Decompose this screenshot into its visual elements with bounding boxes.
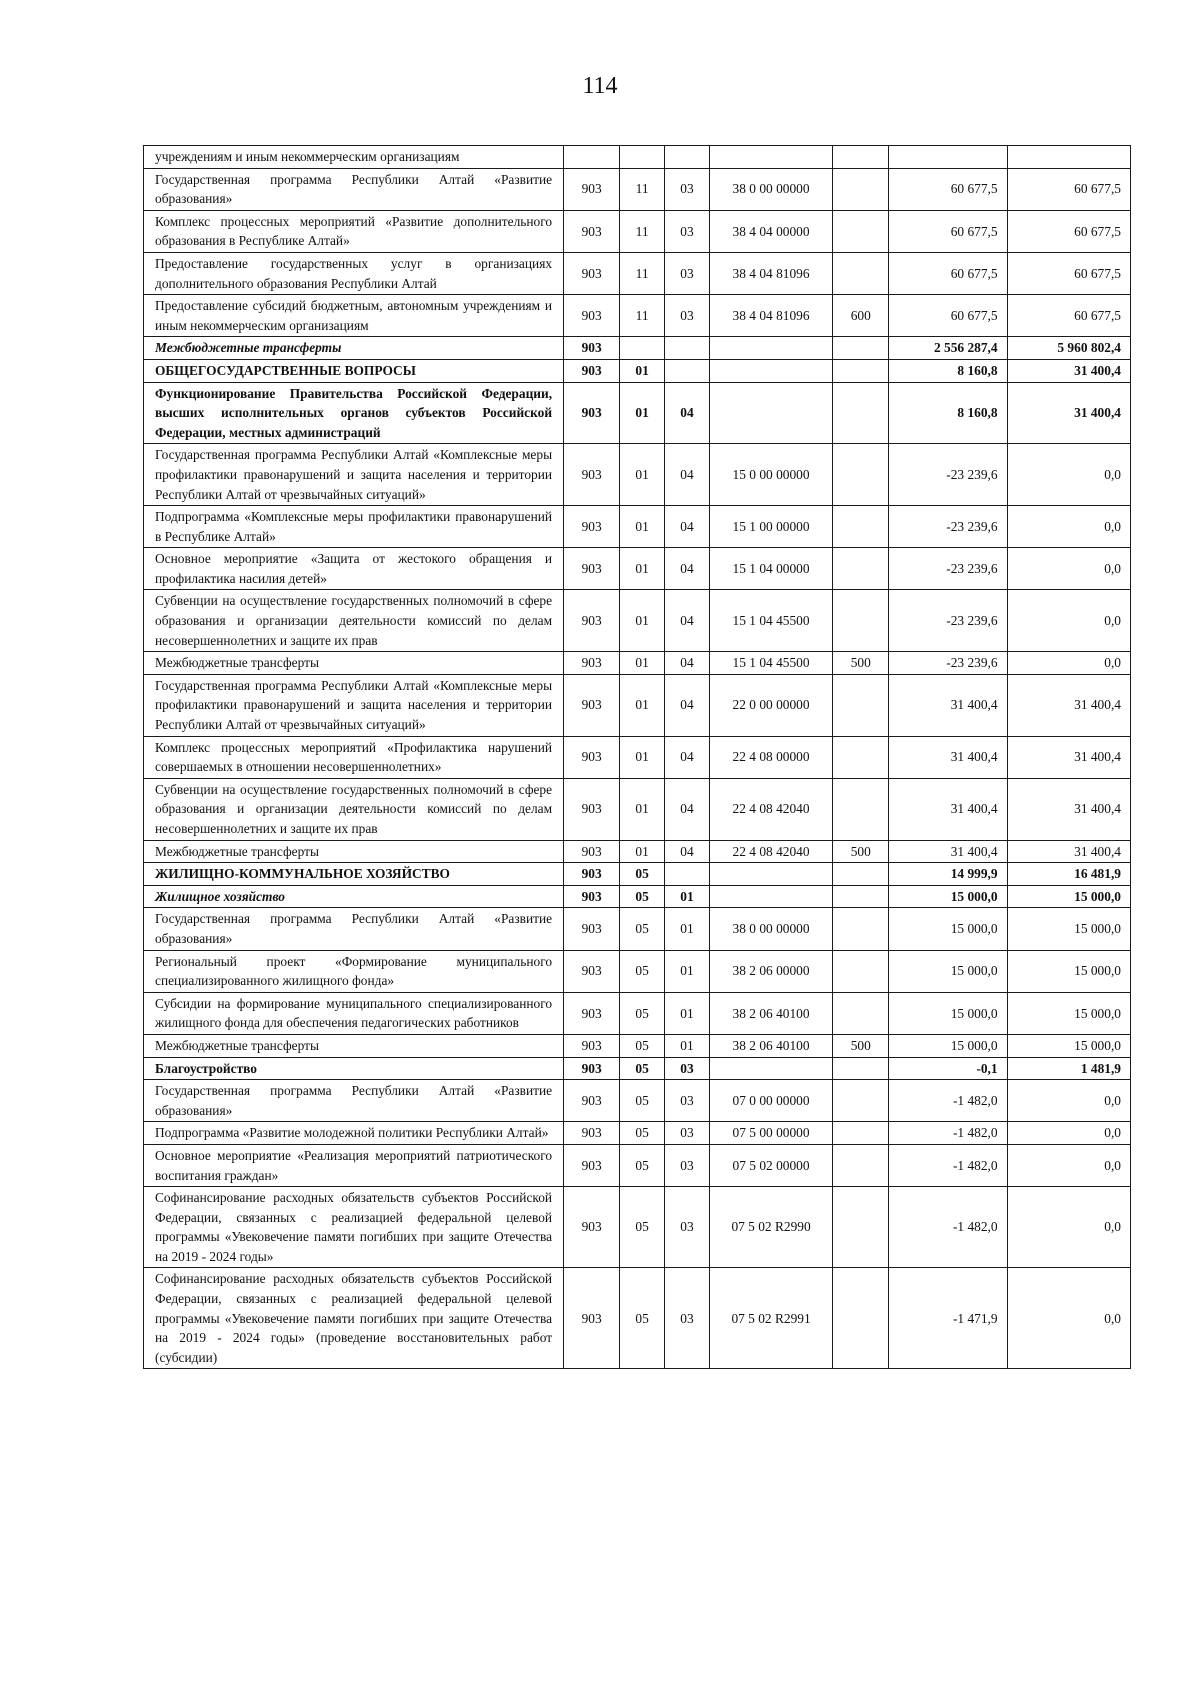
row-csr-cell: 38 0 00 00000 (709, 168, 832, 210)
row-rz-cell (620, 146, 665, 169)
row-csr-cell: 38 2 06 00000 (709, 950, 832, 992)
row-sum-1-cell: -1 482,0 (889, 1144, 1007, 1186)
row-name-cell: Благоустройство (144, 1057, 564, 1080)
table-row (144, 252, 1131, 294)
row-vr-cell (833, 908, 889, 950)
table-row (144, 337, 1131, 360)
row-sum-1-cell: -23 239,6 (889, 652, 1007, 675)
row-vr-cell (833, 1187, 889, 1268)
row-name-cell: Межбюджетные трансферты (144, 840, 564, 863)
row-csr-cell (709, 146, 832, 169)
row-rz-cell: 01 (620, 506, 665, 548)
row-pr-cell: 01 (665, 885, 710, 908)
row-vr-cell (833, 168, 889, 210)
row-vr-cell (833, 1057, 889, 1080)
row-vr-cell (833, 252, 889, 294)
row-rz-cell: 11 (620, 168, 665, 210)
row-ved-cell: 903 (564, 674, 620, 736)
row-sum-1-cell: -1 482,0 (889, 1187, 1007, 1268)
row-csr-cell: 38 0 00 00000 (709, 908, 832, 950)
row-ved-cell: 903 (564, 444, 620, 506)
row-vr-cell (833, 359, 889, 382)
row-rz-cell: 01 (620, 674, 665, 736)
table-row (144, 840, 1131, 863)
row-vr-cell (833, 1122, 889, 1145)
row-ved-cell: 903 (564, 1268, 620, 1369)
row-pr-cell: 04 (665, 548, 710, 590)
row-name-cell: Софинансирование расходных обязательств субъектов Российской Федерации, связанных с реализацией федеральной целевой программы «Увековечение памяти погибших при защите Отечества на 2019 - 2024 годы» (проведение восстановительных работ (субсидии) (144, 1268, 564, 1369)
page-number: 114 (582, 73, 618, 99)
row-sum-2-cell: 31 400,4 (1007, 359, 1130, 382)
table-row (144, 885, 1131, 908)
row-name-cell: ОБЩЕГОСУДАРСТВЕННЫЕ ВОПРОСЫ (144, 359, 564, 382)
row-vr-cell (833, 1268, 889, 1369)
row-sum-1-cell: 8 160,8 (889, 382, 1007, 444)
row-sum-2-cell: 0,0 (1007, 652, 1130, 675)
table-row (144, 950, 1131, 992)
row-name-cell: Субвенции на осуществление государственных полномочий в сфере образования и организации деятельности комиссий по делам несовершеннолетних и защите их прав (144, 778, 564, 840)
row-pr-cell: 03 (665, 252, 710, 294)
row-sum-2-cell: 15 000,0 (1007, 992, 1130, 1034)
row-csr-cell: 38 4 04 81096 (709, 295, 832, 337)
row-sum-2-cell: 1 481,9 (1007, 1057, 1130, 1080)
row-pr-cell: 03 (665, 1268, 710, 1369)
row-vr-cell (833, 1080, 889, 1122)
row-rz-cell: 05 (620, 1057, 665, 1080)
row-csr-cell (709, 382, 832, 444)
row-csr-cell (709, 337, 832, 360)
row-name-cell: Комплекс процессных мероприятий «Профилактика нарушений совершаемых в отношении несовершеннолетних» (144, 736, 564, 778)
table-row (144, 736, 1131, 778)
row-csr-cell: 07 5 02 R2990 (709, 1187, 832, 1268)
row-ved-cell: 903 (564, 506, 620, 548)
row-sum-1-cell: 15 000,0 (889, 950, 1007, 992)
row-ved-cell: 903 (564, 548, 620, 590)
row-name-cell: Субсидии на формирование муниципального специализированного жилищного фонда для обеспечения педагогических работников (144, 992, 564, 1034)
row-sum-2-cell: 0,0 (1007, 1080, 1130, 1122)
table-row (144, 1057, 1131, 1080)
row-ved-cell: 903 (564, 590, 620, 652)
row-csr-cell: 07 5 00 00000 (709, 1122, 832, 1145)
row-sum-1-cell: 60 677,5 (889, 210, 1007, 252)
row-sum-1-cell: 15 000,0 (889, 992, 1007, 1034)
row-csr-cell: 22 4 08 00000 (709, 736, 832, 778)
row-ved-cell: 903 (564, 885, 620, 908)
row-pr-cell: 04 (665, 652, 710, 675)
row-sum-1-cell: 15 000,0 (889, 885, 1007, 908)
row-name-cell: Основное мероприятие «Реализация мероприятий патриотического воспитания граждан» (144, 1144, 564, 1186)
row-sum-2-cell: 31 400,4 (1007, 736, 1130, 778)
row-sum-1-cell (889, 146, 1007, 169)
row-pr-cell: 04 (665, 778, 710, 840)
row-name-cell: учреждениям и иным некоммерческим организациям (144, 146, 564, 169)
row-vr-cell (833, 382, 889, 444)
row-sum-2-cell: 0,0 (1007, 444, 1130, 506)
row-csr-cell: 38 4 04 00000 (709, 210, 832, 252)
row-ved-cell: 903 (564, 252, 620, 294)
row-csr-cell: 22 0 00 00000 (709, 674, 832, 736)
row-csr-cell (709, 863, 832, 886)
row-vr-cell (833, 674, 889, 736)
budget-table (143, 145, 1131, 1369)
row-name-cell: Государственная программа Республики Алтай «Развитие образования» (144, 168, 564, 210)
row-rz-cell: 05 (620, 908, 665, 950)
row-csr-cell: 15 1 04 45500 (709, 590, 832, 652)
row-rz-cell: 01 (620, 382, 665, 444)
row-sum-2-cell: 31 400,4 (1007, 840, 1130, 863)
table-row (144, 1144, 1131, 1186)
row-sum-2-cell: 60 677,5 (1007, 168, 1130, 210)
row-pr-cell: 01 (665, 992, 710, 1034)
row-ved-cell: 903 (564, 736, 620, 778)
row-name-cell: Предоставление государственных услуг в организациях дополнительного образования Республики Алтай (144, 252, 564, 294)
row-pr-cell: 03 (665, 1080, 710, 1122)
row-name-cell: Межбюджетные трансферты (144, 337, 564, 360)
row-sum-2-cell: 31 400,4 (1007, 674, 1130, 736)
row-sum-2-cell: 15 000,0 (1007, 885, 1130, 908)
table-row (144, 548, 1131, 590)
row-rz-cell: 01 (620, 652, 665, 675)
row-sum-2-cell: 0,0 (1007, 1268, 1130, 1369)
row-sum-2-cell: 60 677,5 (1007, 210, 1130, 252)
row-sum-1-cell: 31 400,4 (889, 736, 1007, 778)
row-vr-cell (833, 863, 889, 886)
table-row (144, 778, 1131, 840)
row-sum-1-cell: -23 239,6 (889, 444, 1007, 506)
row-sum-2-cell: 15 000,0 (1007, 1034, 1130, 1057)
row-vr-cell (833, 337, 889, 360)
row-rz-cell: 01 (620, 778, 665, 840)
row-sum-2-cell: 0,0 (1007, 1187, 1130, 1268)
row-pr-cell: 04 (665, 590, 710, 652)
row-sum-2-cell: 15 000,0 (1007, 950, 1130, 992)
row-pr-cell (665, 337, 710, 360)
row-rz-cell: 01 (620, 548, 665, 590)
row-csr-cell (709, 1057, 832, 1080)
table-body (144, 146, 1131, 1369)
row-ved-cell: 903 (564, 382, 620, 444)
row-rz-cell: 05 (620, 950, 665, 992)
row-rz-cell (620, 337, 665, 360)
table-row (144, 1268, 1131, 1369)
row-ved-cell: 903 (564, 1057, 620, 1080)
row-vr-cell (833, 506, 889, 548)
row-sum-1-cell: 60 677,5 (889, 168, 1007, 210)
row-name-cell: Государственная программа Республики Алтай «Развитие образования» (144, 908, 564, 950)
row-csr-cell: 22 4 08 42040 (709, 778, 832, 840)
row-vr-cell (833, 950, 889, 992)
table-row (144, 444, 1131, 506)
row-vr-cell (833, 548, 889, 590)
row-pr-cell: 04 (665, 444, 710, 506)
row-pr-cell: 03 (665, 168, 710, 210)
row-csr-cell: 07 5 02 00000 (709, 1144, 832, 1186)
row-name-cell: Субвенции на осуществление государственных полномочий в сфере образования и организации деятельности комиссий по делам несовершеннолетних и защите их прав (144, 590, 564, 652)
row-ved-cell: 903 (564, 908, 620, 950)
row-ved-cell: 903 (564, 359, 620, 382)
row-vr-cell (833, 992, 889, 1034)
row-pr-cell: 01 (665, 950, 710, 992)
row-rz-cell: 01 (620, 736, 665, 778)
row-sum-1-cell: 31 400,4 (889, 778, 1007, 840)
table-row (144, 1122, 1131, 1145)
row-sum-1-cell: 60 677,5 (889, 252, 1007, 294)
row-pr-cell: 04 (665, 506, 710, 548)
row-name-cell: Жилищное хозяйство (144, 885, 564, 908)
row-ved-cell: 903 (564, 778, 620, 840)
row-name-cell: Межбюджетные трансферты (144, 1034, 564, 1057)
row-name-cell: Комплекс процессных мероприятий «Развитие дополнительного образования в Республике Алтай» (144, 210, 564, 252)
row-ved-cell: 903 (564, 1187, 620, 1268)
row-rz-cell: 05 (620, 1268, 665, 1369)
row-rz-cell: 11 (620, 252, 665, 294)
row-rz-cell: 05 (620, 1080, 665, 1122)
row-vr-cell: 600 (833, 295, 889, 337)
row-sum-1-cell: 60 677,5 (889, 295, 1007, 337)
table-row (144, 908, 1131, 950)
row-vr-cell (833, 210, 889, 252)
row-ved-cell: 903 (564, 652, 620, 675)
row-sum-2-cell: 0,0 (1007, 506, 1130, 548)
row-sum-1-cell: 31 400,4 (889, 840, 1007, 863)
row-sum-2-cell: 0,0 (1007, 548, 1130, 590)
table-row (144, 590, 1131, 652)
table-row (144, 652, 1131, 675)
row-sum-2-cell: 0,0 (1007, 590, 1130, 652)
row-vr-cell: 500 (833, 840, 889, 863)
row-ved-cell: 903 (564, 950, 620, 992)
row-csr-cell: 15 1 04 45500 (709, 652, 832, 675)
row-sum-2-cell: 0,0 (1007, 1122, 1130, 1145)
row-rz-cell: 05 (620, 1187, 665, 1268)
row-rz-cell: 11 (620, 295, 665, 337)
row-vr-cell: 500 (833, 1034, 889, 1057)
row-csr-cell: 15 1 00 00000 (709, 506, 832, 548)
row-sum-2-cell: 16 481,9 (1007, 863, 1130, 886)
row-ved-cell: 903 (564, 1122, 620, 1145)
row-name-cell: Подпрограмма «Развитие молодежной политики Республики Алтай» (144, 1122, 564, 1145)
row-vr-cell (833, 444, 889, 506)
row-ved-cell: 903 (564, 863, 620, 886)
row-ved-cell: 903 (564, 295, 620, 337)
row-sum-1-cell: -1 482,0 (889, 1122, 1007, 1145)
row-rz-cell: 11 (620, 210, 665, 252)
table-row (144, 674, 1131, 736)
row-sum-1-cell: -23 239,6 (889, 506, 1007, 548)
table-row (144, 506, 1131, 548)
row-sum-1-cell: 15 000,0 (889, 908, 1007, 950)
row-csr-cell: 15 1 04 00000 (709, 548, 832, 590)
row-pr-cell: 04 (665, 674, 710, 736)
row-sum-2-cell: 5 960 802,4 (1007, 337, 1130, 360)
row-vr-cell (833, 590, 889, 652)
row-rz-cell: 05 (620, 863, 665, 886)
table-row (144, 992, 1131, 1034)
row-name-cell: Межбюджетные трансферты (144, 652, 564, 675)
table-row (144, 146, 1131, 169)
table-row (144, 1080, 1131, 1122)
table-row (144, 1187, 1131, 1268)
row-name-cell: Подпрограмма «Комплексные меры профилактики правонарушений в Республике Алтай» (144, 506, 564, 548)
row-vr-cell (833, 1144, 889, 1186)
row-name-cell: Функционирование Правительства Российской Федерации, высших исполнительных органов субъектов Российской Федерации, местных администраций (144, 382, 564, 444)
row-rz-cell: 05 (620, 1034, 665, 1057)
row-name-cell: Софинансирование расходных обязательств субъектов Российской Федерации, связанных с реализацией федеральной целевой программы «Увековечение памяти погибших при защите Отечества на 2019 - 2024 годы» (144, 1187, 564, 1268)
table-row (144, 863, 1131, 886)
row-ved-cell: 903 (564, 337, 620, 360)
row-sum-1-cell: 2 556 287,4 (889, 337, 1007, 360)
row-csr-cell: 38 4 04 81096 (709, 252, 832, 294)
row-sum-1-cell: 14 999,9 (889, 863, 1007, 886)
table-row (144, 1034, 1131, 1057)
row-sum-1-cell: -0,1 (889, 1057, 1007, 1080)
row-sum-1-cell: 15 000,0 (889, 1034, 1007, 1057)
table-row (144, 295, 1131, 337)
row-name-cell: Государственная программа Республики Алтай «Комплексные меры профилактики правонарушений и защита населения и территории Республики Алтай от чрезвычайных ситуаций» (144, 674, 564, 736)
row-pr-cell: 04 (665, 382, 710, 444)
row-vr-cell (833, 736, 889, 778)
row-sum-2-cell: 60 677,5 (1007, 252, 1130, 294)
row-pr-cell: 01 (665, 1034, 710, 1057)
row-vr-cell (833, 778, 889, 840)
row-rz-cell: 05 (620, 1144, 665, 1186)
row-rz-cell: 01 (620, 840, 665, 863)
row-sum-2-cell: 31 400,4 (1007, 382, 1130, 444)
row-pr-cell (665, 863, 710, 886)
row-name-cell: ЖИЛИЩНО-КОММУНАЛЬНОЕ ХОЗЯЙСТВО (144, 863, 564, 886)
row-ved-cell: 903 (564, 1034, 620, 1057)
row-vr-cell (833, 885, 889, 908)
row-csr-cell: 38 2 06 40100 (709, 1034, 832, 1057)
row-ved-cell: 903 (564, 1144, 620, 1186)
row-sum-2-cell: 60 677,5 (1007, 295, 1130, 337)
row-sum-1-cell: -23 239,6 (889, 548, 1007, 590)
row-name-cell: Государственная программа Республики Алтай «Развитие образования» (144, 1080, 564, 1122)
row-sum-1-cell: -23 239,6 (889, 590, 1007, 652)
row-rz-cell: 01 (620, 444, 665, 506)
row-sum-1-cell: -1 471,9 (889, 1268, 1007, 1369)
row-name-cell: Основное мероприятие «Защита от жестокого обращения и профилактика насилия детей» (144, 548, 564, 590)
row-sum-1-cell: -1 482,0 (889, 1080, 1007, 1122)
row-csr-cell: 07 5 02 R2991 (709, 1268, 832, 1369)
row-ved-cell (564, 146, 620, 169)
row-rz-cell: 01 (620, 590, 665, 652)
row-ved-cell: 903 (564, 1080, 620, 1122)
row-pr-cell: 03 (665, 210, 710, 252)
row-sum-1-cell: 8 160,8 (889, 359, 1007, 382)
row-rz-cell: 05 (620, 885, 665, 908)
row-pr-cell: 03 (665, 1187, 710, 1268)
row-rz-cell: 01 (620, 359, 665, 382)
row-csr-cell (709, 359, 832, 382)
row-pr-cell: 04 (665, 840, 710, 863)
row-sum-2-cell (1007, 146, 1130, 169)
row-csr-cell (709, 885, 832, 908)
row-name-cell: Региональный проект «Формирование муниципального специализированного жилищного фонда» (144, 950, 564, 992)
row-ved-cell: 903 (564, 992, 620, 1034)
row-csr-cell: 38 2 06 40100 (709, 992, 832, 1034)
row-pr-cell (665, 359, 710, 382)
row-pr-cell: 03 (665, 1057, 710, 1080)
table-row (144, 359, 1131, 382)
row-pr-cell: 03 (665, 295, 710, 337)
row-rz-cell: 05 (620, 992, 665, 1034)
row-pr-cell: 01 (665, 908, 710, 950)
row-pr-cell: 03 (665, 1144, 710, 1186)
row-name-cell: Предоставление субсидий бюджетным, автономным учреждениям и иным некоммерческим организациям (144, 295, 564, 337)
row-sum-2-cell: 0,0 (1007, 1144, 1130, 1186)
row-rz-cell: 05 (620, 1122, 665, 1145)
table-row (144, 382, 1131, 444)
row-pr-cell: 03 (665, 1122, 710, 1145)
row-csr-cell: 07 0 00 00000 (709, 1080, 832, 1122)
row-sum-1-cell: 31 400,4 (889, 674, 1007, 736)
row-vr-cell: 500 (833, 652, 889, 675)
row-ved-cell: 903 (564, 840, 620, 863)
row-vr-cell (833, 146, 889, 169)
row-pr-cell: 04 (665, 736, 710, 778)
row-name-cell: Государственная программа Республики Алтай «Комплексные меры профилактики правонарушений и защита населения и территории Республики Алтай от чрезвычайных ситуаций» (144, 444, 564, 506)
row-csr-cell: 15 0 00 00000 (709, 444, 832, 506)
table-row (144, 168, 1131, 210)
row-sum-2-cell: 31 400,4 (1007, 778, 1130, 840)
row-sum-2-cell: 15 000,0 (1007, 908, 1130, 950)
row-ved-cell: 903 (564, 210, 620, 252)
row-ved-cell: 903 (564, 168, 620, 210)
row-csr-cell: 22 4 08 42040 (709, 840, 832, 863)
row-pr-cell (665, 146, 710, 169)
table-row (144, 210, 1131, 252)
